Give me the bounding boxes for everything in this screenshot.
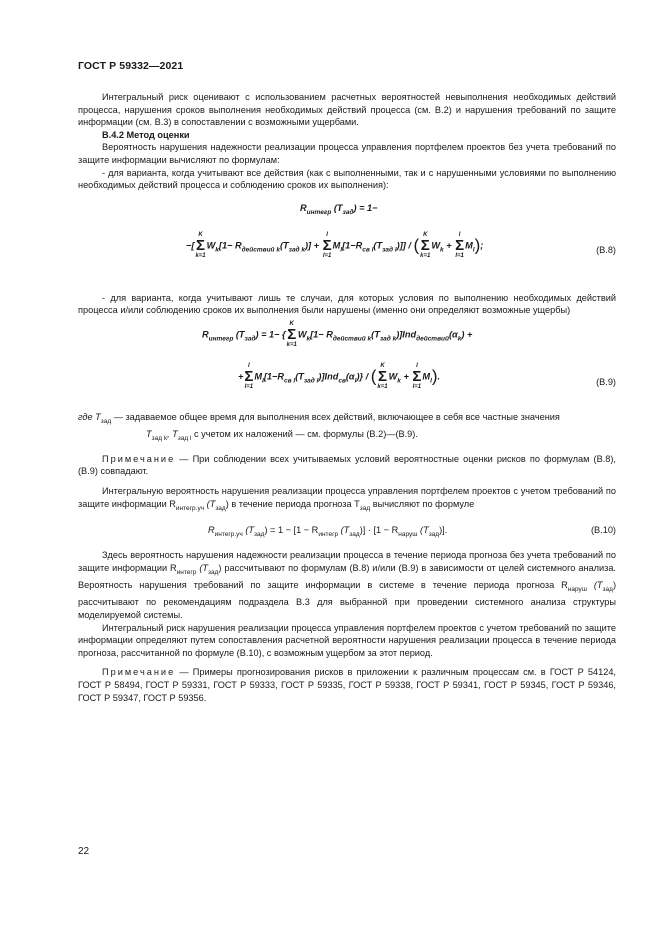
page-number: 22 [78,846,90,857]
note-1-label: Примечание [102,453,176,464]
formula-b9-line1: $R_{интегр}$ $(T_{зад}) = 1-$ { K Σ k=1 $W_k[1- R_{действий k}(T_{зад k})]Ind_{действий}(\alpha_k)$ + [202,320,473,348]
page-header: ГОСТ Р 59332—2021 [78,60,184,72]
formula-b9 [78,317,616,405]
formula-b10 [78,515,616,545]
section-heading: В.4.2 Метод оценки [102,129,190,140]
where-clause-continued: $T_{зад k}$, $T_{зад l}$ с учетом их наложений — см. формулы (В.2)—(В.9). [146,429,418,443]
formula-b8 [78,192,616,290]
paragraph-integral-risk: Интегральный риск оценивают с использованием расчетных вероятностей невыполнения необходимых действий процесса, нарушения сроков выполнения необходимых действий процесса (см. В.2) и нарушения требований по защите информации (см. В.3) в сопоставлении с возможными ущербами. [78,92,616,128]
document-body [78,91,616,704]
paragraph-integral-risk-assessment: Интегральный риск нарушения реализации процесса управления портфелем проектов с учетом требований по защите информации определяют путем сопоставления расчетной вероятности нарушения реализации процесса в течение периода прогноза, рассчитанной по формуле (В.10), с возможным ущербом за этот период. [78,622,616,658]
paragraph-variant-violated: - для варианта, когда учитывают лишь те случаи, для которых условия по выполнению необходимых действий процесса и/или соблюдению сроков их выполнения были нарушены (именно они определяют возможные ущербы) [78,292,616,316]
note-2: Примечание — Примеры прогнозирования рисков в приложении к различным процессам см. в ГОСТ Р 54124, ГОСТ Р 58494, ГОСТ Р 59331, ГОСТ Р 59333, ГОСТ Р 59335, ГОСТ Р 59338, ГОСТ Р 59341, ГОСТ Р 59345, ГОСТ Р 59346, ГОСТ Р 59347, ГОСТ Р 59356. [78,667,616,703]
paragraph-integral-probability: Интегральную вероятность нарушения реализации процесса управления портфелем проектов с учетом требований по защите информации $R_{интегр.уч}$ $(T_{зад})$ в течение периода прогноза $T_{зад}$ вычисляют по формуле [78,485,616,512]
formula-b10-number: (В.10) [590,524,616,535]
formula-b8-line2: −[ K Σ k=1 $W_k[1- R_{действий k}(T_{зад k})]$ + l Σ l=1 $M_l[1-R_{св l}(T_{зад l})]$] / ( K Σ k=1 $W_k$ + l Σ l=1 $M_l$); [186,231,484,259]
formula-b8-line1: $R_{интегр}$ $(T_{зад}) = 1-$ [300,202,378,216]
formula-b9-line2: + l Σ l=1 $M_l[1-R_{св l}(T_{зад l})]Ind_{св}(\alpha_l)$} / ( K Σ k=1 $W_k$ + l Σ l=1 $M_l$). [238,362,441,390]
where-clause: где $T_{зад}$ — задаваемое общее время для выполнения всех действий, включающее в себя все частные значения [78,411,560,425]
formula-b9-number: (В.9) [596,376,616,387]
paragraph-reliability-breach: Здесь вероятность нарушения надежности реализации процесса в течение периода прогноза без учета требований по защите информации $R_{интегр}$ $(T_{зад})$ рассчитывают по формулам (В.8) и/или (В.9) в зависимости от целей системного анализа. Вероятность нарушения требований по защите информации в системе в течение периода прогноза $R_{наруш}$ $(T_{зад})$ рассчитывают по рекомендациям подраздела В.3 для выбранной при проведении системного анализа структуры моделируемой системы. [78,549,616,621]
note-1: Примечание — При соблюдении всех учитываемых условий вероятностные оценки рисков по формулам (В.8), (В.9) совпадают. [78,453,616,477]
paragraph-probability: Вероятность нарушения надежности реализации процесса управления портфелем проектов без учета требований по защите информации вычисляют по формулам: [78,142,616,165]
paragraph-variant-all: - для варианта, когда учитывают все действия (как с выполненными, так и с нарушенными условиями по выполнению необходимых действий процесса и соблюдению сроков их выполнения): [78,167,616,191]
note-2-label: Примечание [102,667,176,678]
formula-b10-expression: $R_{интегр.уч}$ $(T_{зад}) = 1 - [1 - R_{интегр}$ $(T_{зад})] \cdot [1 - R_{наруш}$ $(T_{зад})$]. [208,524,448,538]
formula-b8-number: (В.8) [596,244,616,255]
